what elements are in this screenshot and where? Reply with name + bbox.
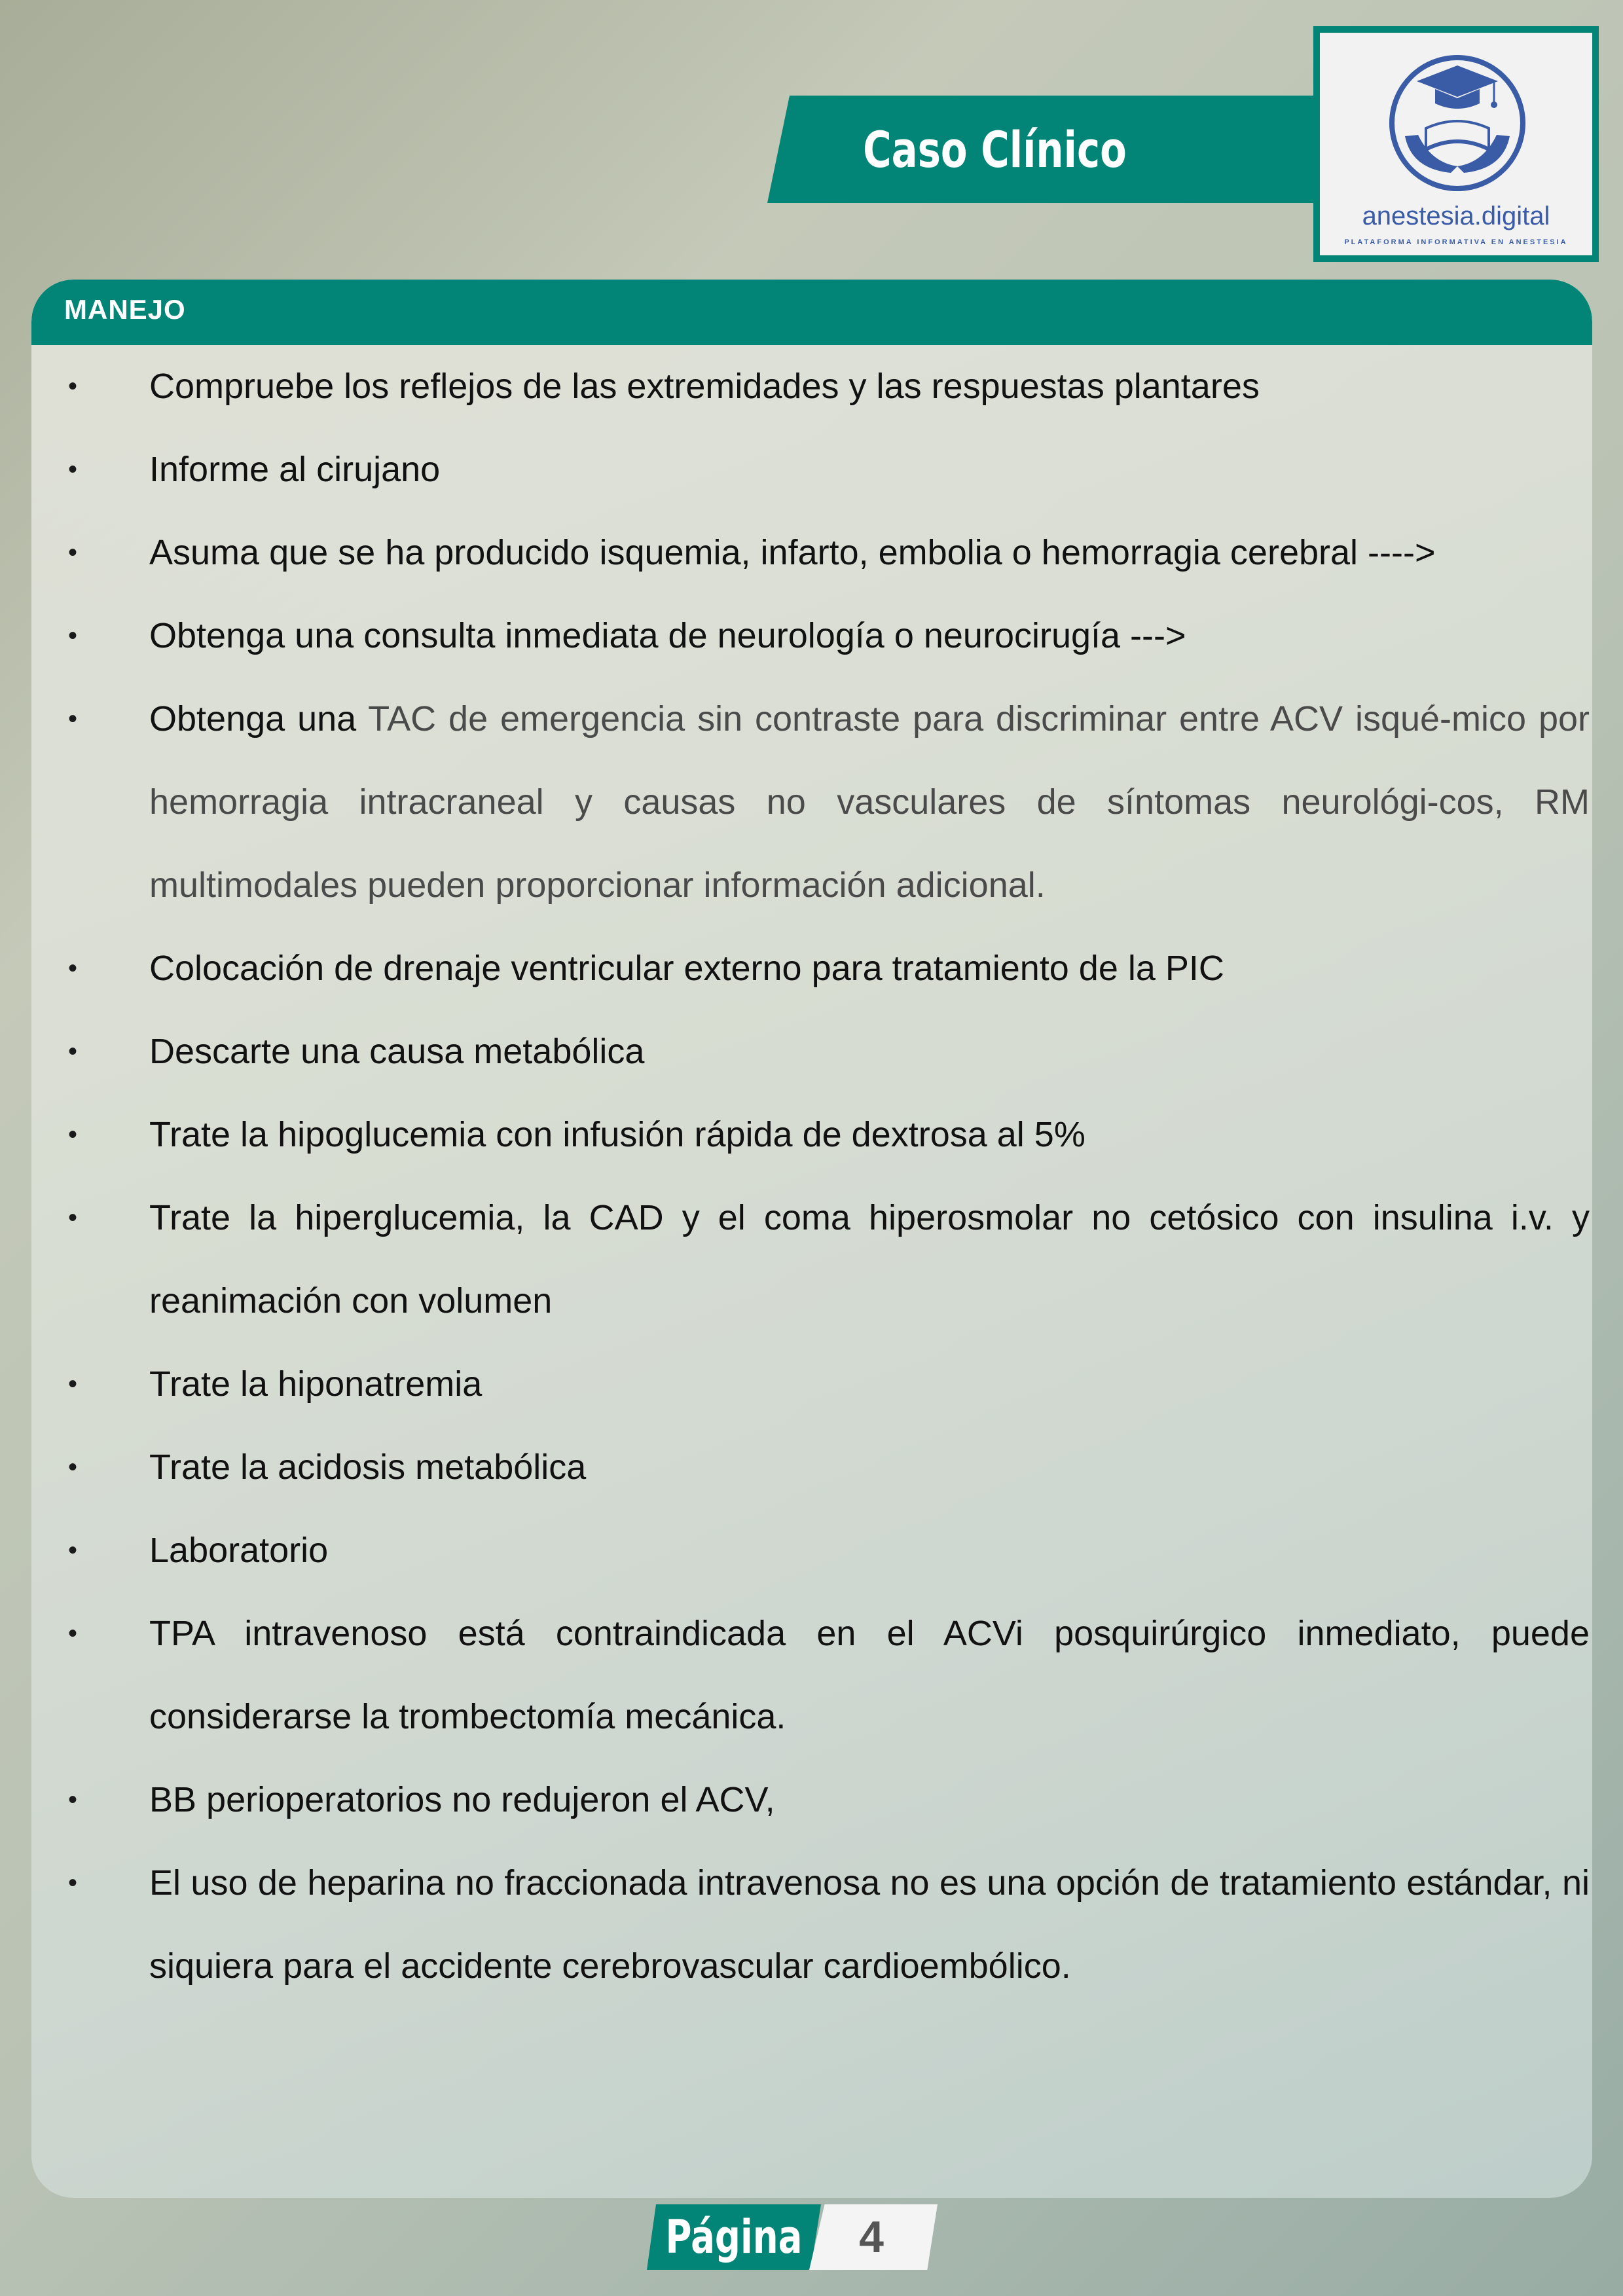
list-item-text: Trate la hiponatremia [149,1364,483,1404]
list-item [31,511,1592,594]
list-item-text: BB perioperatorios no redujeron el ACV, [149,1780,775,1819]
list-item-text: Informe al cirujano [149,450,441,489]
list-item [31,1010,1592,1093]
list-item-text: Descarte una causa metabólica [149,1032,645,1071]
bullet-icon: • [68,1453,78,1482]
list-item-text: Asuma que se ha producido isquemia, infarto, embolia o hemorragia cerebral ----> [149,533,1436,572]
list-item [31,1093,1592,1176]
logo-tagline: PLATAFORMA INFORMATIVA EN ANESTESIA [1344,238,1568,246]
panel-header [31,280,1592,345]
list-item-text [149,678,1590,927]
list-item-text: Colocación de drenaje ventricular externo para tratamiento de la PIC [149,949,1224,988]
bullet-icon: • [68,954,78,983]
bullet-icon: • [68,538,78,567]
bullet-icon: • [68,1120,78,1149]
list-item-text: Compruebe los reflejos de las extremidades y las respuestas plantares [149,367,1260,406]
logo [1313,26,1599,262]
list-item-text: Obtenga una consulta inmediata de neurología o neurocirugía ---> [149,616,1186,655]
list-item [31,1842,1592,2008]
list-item [31,594,1592,678]
list-item [31,428,1592,511]
bullet-icon: • [68,1536,78,1565]
list-item [31,678,1592,927]
list-item [31,345,1592,428]
list-item [31,1176,1592,1343]
bullet-icon: • [68,1619,78,1648]
list-item [31,1592,1592,1758]
logo-name-main: anestesia [1362,202,1474,230]
list-item-text: Laboratorio [149,1531,329,1570]
bullet-icon: • [68,455,78,484]
bullet-icon: • [68,1785,78,1814]
content-panel [31,280,1592,2198]
list-item-text: Trate la hipoglucemia con infusión rápida de dextrosa al 5% [149,1115,1085,1154]
graduation-cap-hands-icon [1385,51,1529,195]
bullet-icon: • [68,1037,78,1066]
list-item [31,1426,1592,1509]
bullet-icon: • [68,1868,78,1897]
page-label: Página [665,2210,803,2264]
bullet-icon: • [68,704,78,733]
bullet-icon: • [68,621,78,650]
bullet-list [31,345,1592,2008]
list-item-lead: Obtenga una [149,699,369,738]
list-item-text: TPA intravenoso está contraindicada en el ACVi posquirúrgico inmediato, puede considerarse la trombectomía mecánica. [149,1614,1590,1736]
page-title: Caso Clínico [863,120,1127,179]
bullet-icon: • [68,1203,78,1232]
list-item [31,1758,1592,1842]
list-item-text: Trate la hiperglucemia, la CAD y el coma hiperosmolar no cetósico con insulina i.v. y reanimación con volumen [149,1198,1590,1321]
logo-name-suffix: .digital [1474,202,1550,230]
list-item [31,927,1592,1010]
page-number: 4 [859,2212,884,2262]
section-title: MANEJO [64,294,186,325]
logo-wordmark [1320,202,1592,231]
list-item-text: Trate la acidosis metabólica [149,1448,587,1487]
list-item [31,1343,1592,1426]
list-item [31,1509,1592,1592]
bullet-icon: • [68,1370,78,1398]
list-item-text: El uso de heparina no fraccionada intravenosa no es una opción de tratamiento estándar, ni siquiera para el accidente cerebrovascular cardioembólico. [149,1863,1590,1986]
bullet-icon: • [68,372,78,401]
list-item-continuation: TAC de emergencia sin contraste para discriminar entre ACV isqué-mico por hemorragia intracraneal y causas no vasculares de síntomas neurológi-cos, RM multimodales pueden proporcionar información adicional. [149,699,1590,905]
